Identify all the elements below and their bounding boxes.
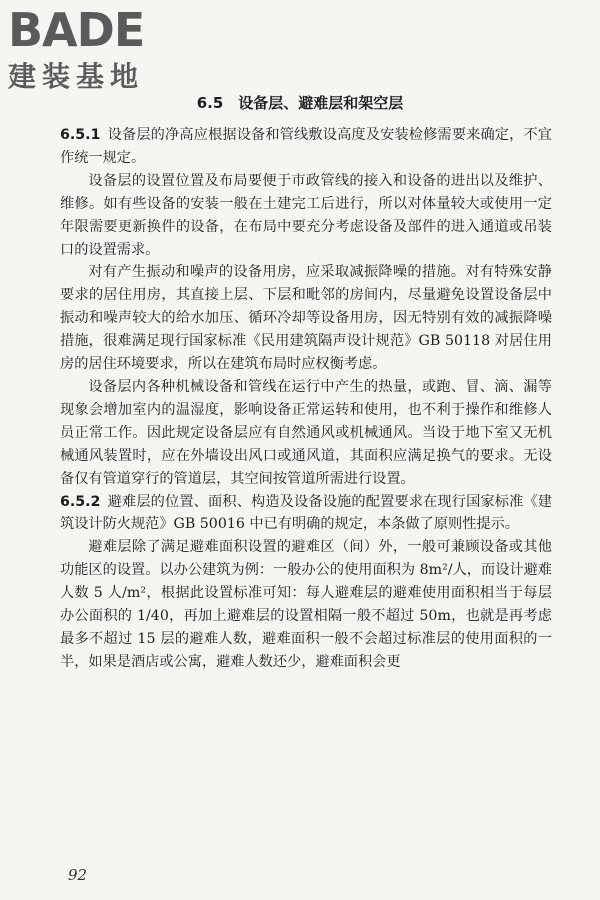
logo-wordmark: BADE [8, 3, 145, 57]
paragraph-text: 设备层的净高应根据设备和管线敷设高度及安装检修需要来确定，不宜作统一规定。 [60, 127, 552, 166]
logo-subtitle: 建装基地 [8, 60, 145, 93]
page-number: 92 [68, 866, 88, 884]
clause-number: 6.5.2 [60, 493, 101, 510]
section-title: 6.5 设备层、避难层和架空层 [196, 94, 404, 112]
paragraph-text: 避难层的位置、面积、构造及设备设施的配置要求在现行国家标准《建筑设计防火规范》GB 50016 中已有明确的规定，本条做了原则性提示。 [60, 493, 552, 533]
clause-6-5-1-paragraph-3: 对有产生振动和噪声的设备用房，应采取减振降噪的措施。对有特殊安静要求的居住用房，其直接上层、下层和毗邻的房间内，尽量避免设置设备层中振动和噪声较大的给水加压、循环冷却等设备用房，因无特别有效的减振降噪措施，很难满足现行国家标准《民用建筑隔声设计规范》GB 50118 对居住用房的居住环境要求，所以在建筑布局时应权衡考虑。 [60, 264, 552, 373]
clause-6-5-1-paragraph-2: 设备层的设置位置及布局要便于市政管线的接入和设备的进出以及维护、维修。如有些设备的安装一般在土建完工后进行，所以对体量较大或使用一定年限需要更新换件的设备，在布局中要充分考虑设备及部件的进入通道或吊装口的设置需求。 [60, 172, 552, 258]
clause-6-5-1-paragraph-1 [60, 124, 552, 170]
publisher-logo [8, 4, 178, 94]
document-body [60, 124, 552, 674]
clause-number: 6.5.1 [60, 127, 101, 143]
clause-6-5-1-paragraph-4: 设备层内各种机械设备和管线在运行中产生的热量，或跑、冒、滴、漏等现象会增加室内的温湿度，影响设备正常运转和使用，也不利于操作和维修人员正常工作。因此规定设备层应有自然通风或机械通风。当设于地下室又无机械通风装置时，应在外墙设出风口或通风道，其面积应满足换气的要求。无设备仅有管道穿行的管道层，其空间按管道所需进行设置。 [60, 378, 552, 487]
clause-6-5-2-paragraph-1 [60, 491, 552, 537]
clause-6-5-2-paragraph-2: 避难层除了满足避难面积设置的避难区（间）外，一般可兼顾设备或其他功能区的设置。以办公建筑为例：一般办公的使用面积为 8m²/人，而设计避难人数 5 人/m²，根据此设置标准可知：每人避难层的避难使用面积相当于每层办公面积的 1/40，再加上避难层的设置相隔一般不超过 50m，也就是再考虑最多不超过 15 层的避难人数，避难面积一般不会超过标准层的使用面积的一半，如果是酒店或公寓，避难人数还少，避难面积会更 [60, 539, 552, 670]
